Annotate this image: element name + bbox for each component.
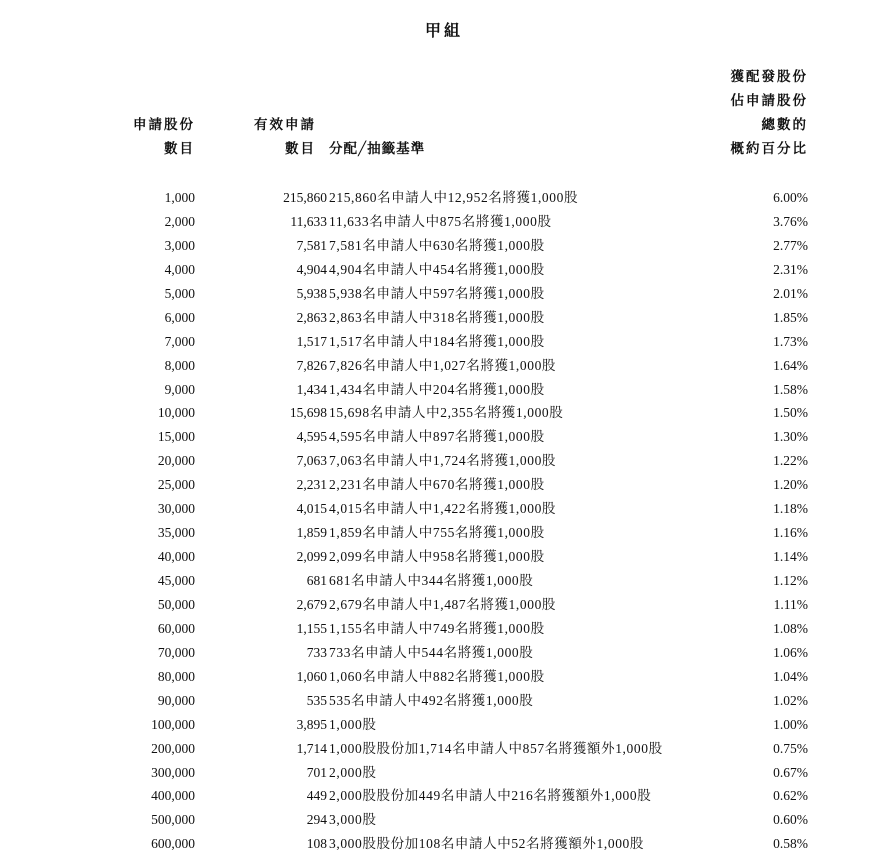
allocation-basis-cell: 1,000股 [329,716,377,732]
header-line: 概約百分比 [730,141,808,157]
allotment-percentage-cell: 6.00% [773,190,808,205]
allocation-basis-cell: 2,000股股份加449名申請人中216名將獲額外1,000股 [329,788,652,804]
valid-applications-cell: 449 [306,788,327,804]
allocation-basis-cell: 2,099名申請人中958名將獲1,000股 [329,549,545,565]
allotment-percentage-cell: 1.85% [773,309,808,325]
table-row [0,449,888,473]
table-row [0,258,888,282]
shares-applied-cell: 80,000 [157,668,195,684]
header-line: 申請股份 [133,117,195,133]
valid-applications-cell: 108 [306,836,327,852]
shares-applied-cell: 6,000 [164,309,195,325]
shares-applied-cell: 5,000 [164,285,195,301]
valid-applications-cell: 3,895 [296,716,327,732]
allotment-percentage-cell: 1.12% [773,573,808,588]
allocation-basis-cell: 2,231名申請人中670名將獲1,000股 [329,477,545,493]
shares-applied-cell: 10,000 [157,405,195,421]
shares-applied-cell: 20,000 [157,453,195,469]
table-row [0,306,888,330]
valid-applications-cell: 1,859 [296,525,327,541]
allocation-basis-cell: 4,595名申請人中897名將獲1,000股 [329,429,545,445]
valid-applications-cell: 2,099 [296,549,327,565]
valid-applications-cell: 535 [306,692,327,708]
allotment-percentage-cell: 1.06% [773,644,808,660]
shares-applied-cell: 15,000 [157,429,195,445]
valid-applications-cell: 1,155 [296,620,327,636]
allotment-percentage-cell: 0.62% [773,788,808,804]
shares-applied-cell: 600,000 [151,836,195,852]
shares-applied-cell: 1,000 [164,190,195,205]
valid-applications-cell: 294 [306,812,327,828]
allotment-percentage-cell: 1.16% [773,525,808,541]
table-row [0,593,888,617]
allocation-basis-cell: 7,581名申請人中630名將獲1,000股 [329,237,545,253]
allotment-percentage-cell: 0.67% [773,764,808,780]
shares-applied-cell: 7,000 [164,333,195,349]
allocation-basis-cell: 15,698名申請人中2,355名將獲1,000股 [329,405,564,421]
allotment-percentage-cell: 2.77% [773,237,808,253]
header-allocation-basis [329,137,425,161]
valid-applications-cell: 11,633 [290,213,327,229]
allocation-basis-cell: 2,863名申請人中318名將獲1,000股 [329,309,545,325]
allotment-percentage-cell: 1.58% [773,381,808,397]
shares-applied-cell: 70,000 [157,644,195,660]
allotment-percentage-cell: 2.31% [773,261,808,277]
valid-applications-cell: 1,434 [296,381,327,397]
table-row [0,497,888,521]
header-valid-applications [254,113,316,161]
shares-applied-cell: 40,000 [157,549,195,565]
allocation-basis-cell: 1,155名申請人中749名將獲1,000股 [329,620,545,636]
valid-applications-cell: 1,060 [296,668,327,684]
table-row [0,330,888,354]
table-row [0,521,888,545]
table-row [0,832,888,856]
header-allotment-percentage [731,65,809,161]
valid-applications-cell: 1,517 [296,333,327,349]
allotment-percentage-cell: 1.64% [773,357,808,373]
table-row [0,401,888,425]
allocation-basis-cell: 11,633名申請人中875名將獲1,000股 [329,213,552,229]
allocation-basis-cell: 1,859名申請人中755名將獲1,000股 [329,525,545,541]
table-row [0,737,888,761]
allocation-basis-cell: 7,063名申請人中1,724名將獲1,000股 [329,453,557,469]
valid-applications-cell: 2,679 [296,596,327,612]
valid-applications-cell: 681 [306,573,327,588]
allocation-basis-cell: 733名申請人中544名將獲1,000股 [329,644,534,660]
shares-applied-cell: 45,000 [157,573,195,588]
allotment-percentage-cell: 1.50% [773,405,808,421]
allotment-percentage-cell: 1.18% [773,501,808,517]
header-line: 數目 [164,141,195,157]
table-row [0,665,888,689]
shares-applied-cell: 400,000 [151,788,195,804]
table-row [0,545,888,569]
allotment-percentage-cell: 1.02% [773,692,808,708]
shares-applied-cell: 500,000 [151,812,195,828]
table-row [0,641,888,665]
table-row [0,186,888,210]
allocation-basis-cell: 5,938名申請人中597名將獲1,000股 [329,285,545,301]
allocation-basis-cell: 1,434名申請人中204名將獲1,000股 [329,381,545,397]
header-line: 分配╱抽籤基準 [329,141,426,157]
table-row [0,234,888,258]
table-row [0,713,888,737]
valid-applications-cell: 4,904 [296,261,327,277]
table-row [0,617,888,641]
allocation-basis-cell: 535名申請人中492名將獲1,000股 [329,692,534,708]
header-line: 有效申請 [254,117,316,133]
table-row [0,784,888,808]
shares-applied-cell: 100,000 [151,716,195,732]
allotment-percentage-cell: 0.58% [773,836,808,852]
valid-applications-cell: 4,595 [296,429,327,445]
table-row [0,282,888,306]
table-row [0,569,888,593]
shares-applied-cell: 4,000 [164,261,195,277]
allotment-percentage-cell: 1.00% [773,716,808,732]
valid-applications-cell: 7,063 [296,453,327,469]
shares-applied-cell: 25,000 [157,477,195,493]
table-row [0,425,888,449]
shares-applied-cell: 300,000 [151,764,195,780]
valid-applications-cell: 215,860 [283,190,327,205]
header-line: 獲配發股份 [730,69,808,85]
shares-applied-cell: 35,000 [157,525,195,541]
valid-applications-cell: 5,938 [296,285,327,301]
allotment-percentage-cell: 1.14% [773,549,808,565]
allocation-basis-cell: 4,904名申請人中454名將獲1,000股 [329,261,545,277]
table-row [0,354,888,378]
shares-applied-cell: 50,000 [157,596,195,612]
table-row [0,689,888,713]
valid-applications-cell: 733 [306,644,327,660]
allocation-basis-cell: 2,679名申請人中1,487名將獲1,000股 [329,596,557,612]
allocation-basis-cell: 1,000股股份加1,714名申請人中857名將獲額外1,000股 [329,740,663,756]
shares-applied-cell: 8,000 [164,357,195,373]
allotment-percentage-cell: 1.73% [773,333,808,349]
allocation-basis-cell: 3,000股股份加108名申請人中52名將獲額外1,000股 [329,836,644,852]
section-title: 甲組 [424,21,463,40]
shares-applied-cell: 60,000 [157,620,195,636]
shares-applied-cell: 90,000 [157,692,195,708]
table-row [0,378,888,402]
allotment-percentage-cell: 1.22% [773,453,808,469]
valid-applications-cell: 2,231 [296,477,327,493]
allotment-percentage-cell: 0.60% [773,812,808,828]
valid-applications-cell: 7,581 [296,237,327,253]
valid-applications-cell: 7,826 [296,357,327,373]
allotment-percentage-cell: 0.75% [773,740,808,756]
header-line: 數目 [285,141,316,157]
header-line: 總數的 [761,117,808,133]
allotment-percentage-cell: 1.20% [773,477,808,493]
table-row [0,761,888,785]
allotment-percentage-cell: 1.08% [773,620,808,636]
allocation-basis-cell: 4,015名申請人中1,422名將獲1,000股 [329,501,557,517]
allocation-basis-cell: 1,060名申請人中882名將獲1,000股 [329,668,545,684]
valid-applications-cell: 2,863 [296,309,327,325]
allotment-percentage-cell: 1.30% [773,429,808,445]
allotment-percentage-cell: 2.01% [773,285,808,301]
header-line: 佔申請股份 [730,93,808,109]
allocation-basis-cell: 681名申請人中344名將獲1,000股 [329,573,534,588]
valid-applications-cell: 1,714 [296,740,327,756]
allotment-percentage-cell: 1.04% [773,668,808,684]
allocation-basis-cell: 215,860名申請人中12,952名將獲1,000股 [329,190,579,205]
allotment-percentage-cell: 1.11% [773,596,808,612]
shares-applied-cell: 2,000 [164,213,195,229]
header-shares-applied [133,113,195,161]
table-row [0,210,888,234]
valid-applications-cell: 701 [306,764,327,780]
allotment-percentage-cell: 3.76% [773,213,808,229]
valid-applications-cell: 4,015 [296,501,327,517]
allocation-basis-cell: 1,517名申請人中184名將獲1,000股 [329,333,545,349]
shares-applied-cell: 3,000 [164,237,195,253]
shares-applied-cell: 30,000 [157,501,195,517]
allocation-basis-cell: 3,000股 [329,812,377,828]
allocation-basis-cell: 2,000股 [329,764,377,780]
allocation-basis-cell: 7,826名申請人中1,027名將獲1,000股 [329,357,557,373]
table-row [0,473,888,497]
shares-applied-cell: 9,000 [164,381,195,397]
allocation-table [0,186,888,856]
shares-applied-cell: 200,000 [151,740,195,756]
table-row [0,808,888,832]
valid-applications-cell: 15,698 [289,405,327,421]
